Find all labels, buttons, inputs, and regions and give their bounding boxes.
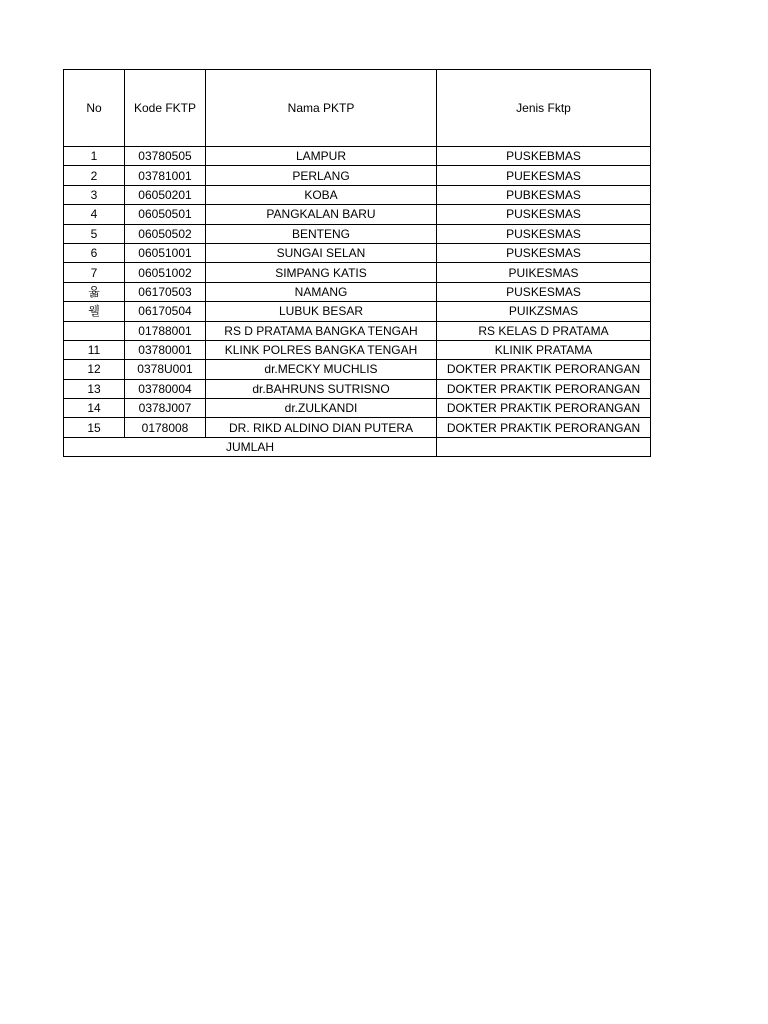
cell-nama: dr.ZULKANDI — [206, 399, 437, 418]
cell-no: 3 — [64, 185, 125, 204]
cell-jenis: PUSKESMAS — [437, 205, 651, 224]
cell-nama: dr.MECKY MUCHLIS — [206, 360, 437, 379]
total-label: JUMLAH — [225, 440, 274, 455]
total-row — [64, 437, 651, 456]
cell-jenis: KLINIK PRATAMA — [437, 340, 651, 359]
cell-nama: KLINK POLRES BANGKA TENGAH — [206, 340, 437, 359]
cell-kode: 06170504 — [125, 302, 206, 321]
cell-no — [64, 321, 125, 340]
cell-no: 12 — [64, 360, 125, 379]
cell-jenis: PUSKESMAS — [437, 282, 651, 301]
cell-no: 13 — [64, 379, 125, 398]
cell-jenis: PUEKESMAS — [437, 166, 651, 185]
cell-nama: SIMPANG KATIS — [206, 263, 437, 282]
cell-no: 7 — [64, 263, 125, 282]
header-no: No — [64, 70, 125, 147]
table-row — [64, 302, 651, 321]
cell-no: 11 — [64, 340, 125, 359]
cell-kode: 0178008 — [125, 418, 206, 437]
cell-kode: 06051001 — [125, 243, 206, 262]
table-row — [64, 263, 651, 282]
total-value — [437, 437, 651, 456]
cell-nama: BENTENG — [206, 224, 437, 243]
cell-jenis: PUSKESMAS — [437, 243, 651, 262]
table-row — [64, 224, 651, 243]
cell-no: 14 — [64, 399, 125, 418]
cell-jenis: RS KELAS D PRATAMA — [437, 321, 651, 340]
cell-no: 4 — [64, 205, 125, 224]
cell-nama: PERLANG — [206, 166, 437, 185]
table-row — [64, 147, 651, 166]
cell-nama: DR. RIKD ALDINO DIAN PUTERA — [206, 418, 437, 437]
cell-no: 윫 — [64, 282, 125, 301]
table-row — [64, 282, 651, 301]
header-kode-fktp: Kode FKTP — [125, 70, 206, 147]
cell-nama: PANGKALAN BARU — [206, 205, 437, 224]
cell-nama: LUBUK BESAR — [206, 302, 437, 321]
cell-no: 15 — [64, 418, 125, 437]
cell-kode: 06050201 — [125, 185, 206, 204]
total-label-cell — [64, 437, 437, 456]
cell-nama: LAMPUR — [206, 147, 437, 166]
cell-jenis: PUSKESMAS — [437, 224, 651, 243]
cell-kode: 06170503 — [125, 282, 206, 301]
table-row — [64, 418, 651, 437]
cell-jenis: DOKTER PRAKTIK PERORANGAN — [437, 399, 651, 418]
table-row — [64, 379, 651, 398]
table-row — [64, 360, 651, 379]
table-header-row — [64, 70, 651, 147]
cell-jenis: PUBKESMAS — [437, 185, 651, 204]
cell-kode: 06051002 — [125, 263, 206, 282]
cell-kode: 03780004 — [125, 379, 206, 398]
cell-kode: 06050502 — [125, 224, 206, 243]
table-row — [64, 321, 651, 340]
cell-nama: NAMANG — [206, 282, 437, 301]
header-nama-pktp: Nama PKTP — [206, 70, 437, 147]
cell-no: 5 — [64, 224, 125, 243]
cell-kode: 01788001 — [125, 321, 206, 340]
cell-no: 6 — [64, 243, 125, 262]
cell-no: 웰 — [64, 302, 125, 321]
header-jenis-fktp: Jenis Fktp — [437, 70, 651, 147]
cell-nama: KOBA — [206, 185, 437, 204]
cell-no: 2 — [64, 166, 125, 185]
cell-kode: 03781001 — [125, 166, 206, 185]
table-row — [64, 185, 651, 204]
cell-jenis: PUSKEBMAS — [437, 147, 651, 166]
cell-jenis: PUIKESMAS — [437, 263, 651, 282]
cell-nama: RS D PRATAMA BANGKA TENGAH — [206, 321, 437, 340]
cell-jenis: DOKTER PRAKTIK PERORANGAN — [437, 418, 651, 437]
cell-jenis: DOKTER PRAKTIK PERORANGAN — [437, 360, 651, 379]
table-row — [64, 166, 651, 185]
cell-kode: 03780001 — [125, 340, 206, 359]
cell-nama: dr.BAHRUNS SUTRISNO — [206, 379, 437, 398]
table-row — [64, 243, 651, 262]
cell-no: 1 — [64, 147, 125, 166]
cell-nama: SUNGAI SELAN — [206, 243, 437, 262]
cell-kode: 03780505 — [125, 147, 206, 166]
fktp-table — [63, 69, 651, 457]
table-row — [64, 399, 651, 418]
cell-jenis: DOKTER PRAKTIK PERORANGAN — [437, 379, 651, 398]
table-row — [64, 205, 651, 224]
cell-kode: 06050501 — [125, 205, 206, 224]
cell-jenis: PUIKZSMAS — [437, 302, 651, 321]
table-row — [64, 340, 651, 359]
cell-kode: 0378U001 — [125, 360, 206, 379]
cell-kode: 0378J007 — [125, 399, 206, 418]
